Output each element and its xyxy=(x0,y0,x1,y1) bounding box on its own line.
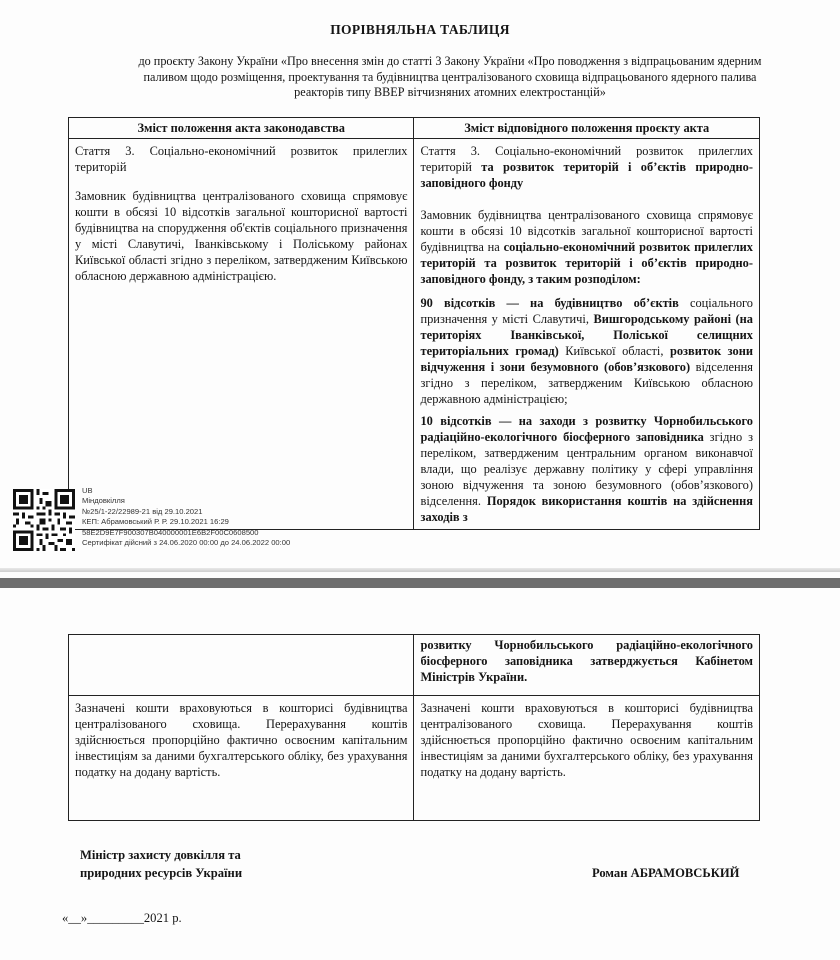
stamp-line: Міндовкілля xyxy=(82,496,125,506)
document-title: ПОРІВНЯЛЬНА ТАБЛИЦЯ xyxy=(330,22,510,37)
text-bold: Вишгородському районі (на територіях Іванківської, Поліської селищних територіальних громад) xyxy=(420,312,753,358)
stamp-line: №25/1-22/22989-21 від 29.10.2021 xyxy=(82,506,203,516)
comparison-table xyxy=(68,117,760,530)
text-bold: та розвиток територій і об’єктів природно-заповідного фонду xyxy=(420,160,753,190)
paragraph-draft-3 xyxy=(420,413,753,525)
stamp-line: Сертифікат дійсний з 24.06.2020 00:00 до 24.06.2022 00:00 xyxy=(82,538,291,548)
position-line: Міністр захисту довкілля та xyxy=(80,848,241,862)
text-plain: Стаття 3. Соціально-економічний розвиток прилеглих територій xyxy=(420,144,753,174)
cell-current-law xyxy=(69,139,414,530)
paragraph-draft-2 xyxy=(420,295,753,407)
document-subtitle: до проєкту Закону України «Про внесення змін до статті 3 Закону України «Про поводження з відпрацьованим ядерним паливом щодо розміщення, проектування та будівництва централізованого сховища відпрацьованого ядерного палива реакторів типу ВВЕР вітчизняних атомних електростанцій» xyxy=(138,54,762,99)
text-bold: соціально-економічний розвиток прилеглих територій та розвиток територій і об’єктів природно-заповідного фонду, з таким розподілом: xyxy=(420,240,753,286)
paragraph-draft-1 xyxy=(420,207,753,287)
text-plain: Київської області, xyxy=(558,344,670,358)
cell-draft-continuation xyxy=(414,635,760,696)
text-bold: Порядок використання коштів на здійснення заходів з xyxy=(420,494,754,524)
cell-current-law-2 xyxy=(69,696,414,821)
digital-signature-stamp xyxy=(82,486,290,548)
column-header-draft-act: Зміст відповідного положення проєкту акта xyxy=(414,118,760,139)
table-row xyxy=(69,139,760,530)
cell-draft-act xyxy=(414,139,760,530)
signatory-name: Роман АБРАМОВСЬКИЙ xyxy=(592,866,740,880)
article-heading-current: Стаття 3. Соціально-економічний розвиток прилеглих територій xyxy=(75,144,408,174)
text-bold: 10 відсотків — на заходи з розвитку Чорнобильського радіаційно-екологічного біосферного заповідника xyxy=(420,414,753,444)
paragraph-draft-4: Зазначені кошти враховуються в кошторисі будівництва централізованого сховища. Перерахування коштів здійснюється пропорційно фактично освоєним капітальним інвестиціям за даними бухгалтерського обліку, без урахування податку на додану вартість. xyxy=(420,701,753,779)
table-header-row xyxy=(69,118,760,139)
stamp-line: UB xyxy=(82,486,93,495)
text-plain: згідно з переліком, затвердженим центральним органом виконавчої влади, що реалізує державну політику у сфері управління зоною відчуження та зоною безумовного (обов’язкового) відселення. xyxy=(420,430,753,508)
stamp-line: КЕП: Абрамовський Р. Р. 29.10.2021 16:29 xyxy=(82,517,229,527)
paragraph-current-2: Зазначені кошти враховуються в кошторисі будівництва централізованого сховища. Перерахування коштів здійснюється пропорційно фактично освоєним капітальним інвестиціям за даними бухгалтерського обліку, без урахування податку на додану вартість. xyxy=(75,701,408,779)
text-bold: 90 відсотків — на будівництво об’єктів xyxy=(420,296,679,310)
page-fold-shadow xyxy=(0,568,840,572)
cell-current-law-empty xyxy=(69,635,414,696)
stamp-line: 58E2D9E7F900307B040000001E6B2F00C0608500 xyxy=(82,527,259,537)
paragraph-current: Замовник будівництва централізованого сховища спрямовує кошти в обсязі 10 відсотків загальної кошторисної вартості будівництва на спорудження об'єктів соціального призначення у місті Славутичі, Іванківському і Поліському районах Київської області згідно з переліком, затвердженим Київською обласною державною адміністрацією. xyxy=(75,189,408,283)
table-row xyxy=(69,696,760,821)
text-bold: розвиток зони відчуження і зони безумовного (обов’язкового) xyxy=(420,344,754,374)
cell-draft-act-2 xyxy=(414,696,760,821)
text-plain: Замовник будівництва централізованого сховища спрямовує кошти в обсязі 10 відсотків загальної кошторисної вартості будівництва на xyxy=(420,208,753,254)
position-line: природних ресурсів України xyxy=(80,866,243,880)
document-page-2 xyxy=(0,588,840,960)
signature-date: «__»_________2021 р. xyxy=(62,911,182,925)
text-plain: соціального призначення у місті Славутичі, xyxy=(420,296,753,326)
signatory-position xyxy=(80,846,242,882)
qr-code-icon xyxy=(13,489,75,551)
table-row xyxy=(69,635,760,696)
text-plain: відселення згідно з переліком, затвердженим Київською обласною державною адміністрацією; xyxy=(420,360,753,406)
text-bold: розвитку Чорнобильського радіаційно-екологічного біосферного заповідника затверджується Кабінетом Міністрів України. xyxy=(420,638,753,684)
article-heading-draft xyxy=(420,143,753,191)
column-header-current-law: Зміст положення акта законодавства xyxy=(69,118,414,139)
comparison-table-continued xyxy=(68,634,760,821)
